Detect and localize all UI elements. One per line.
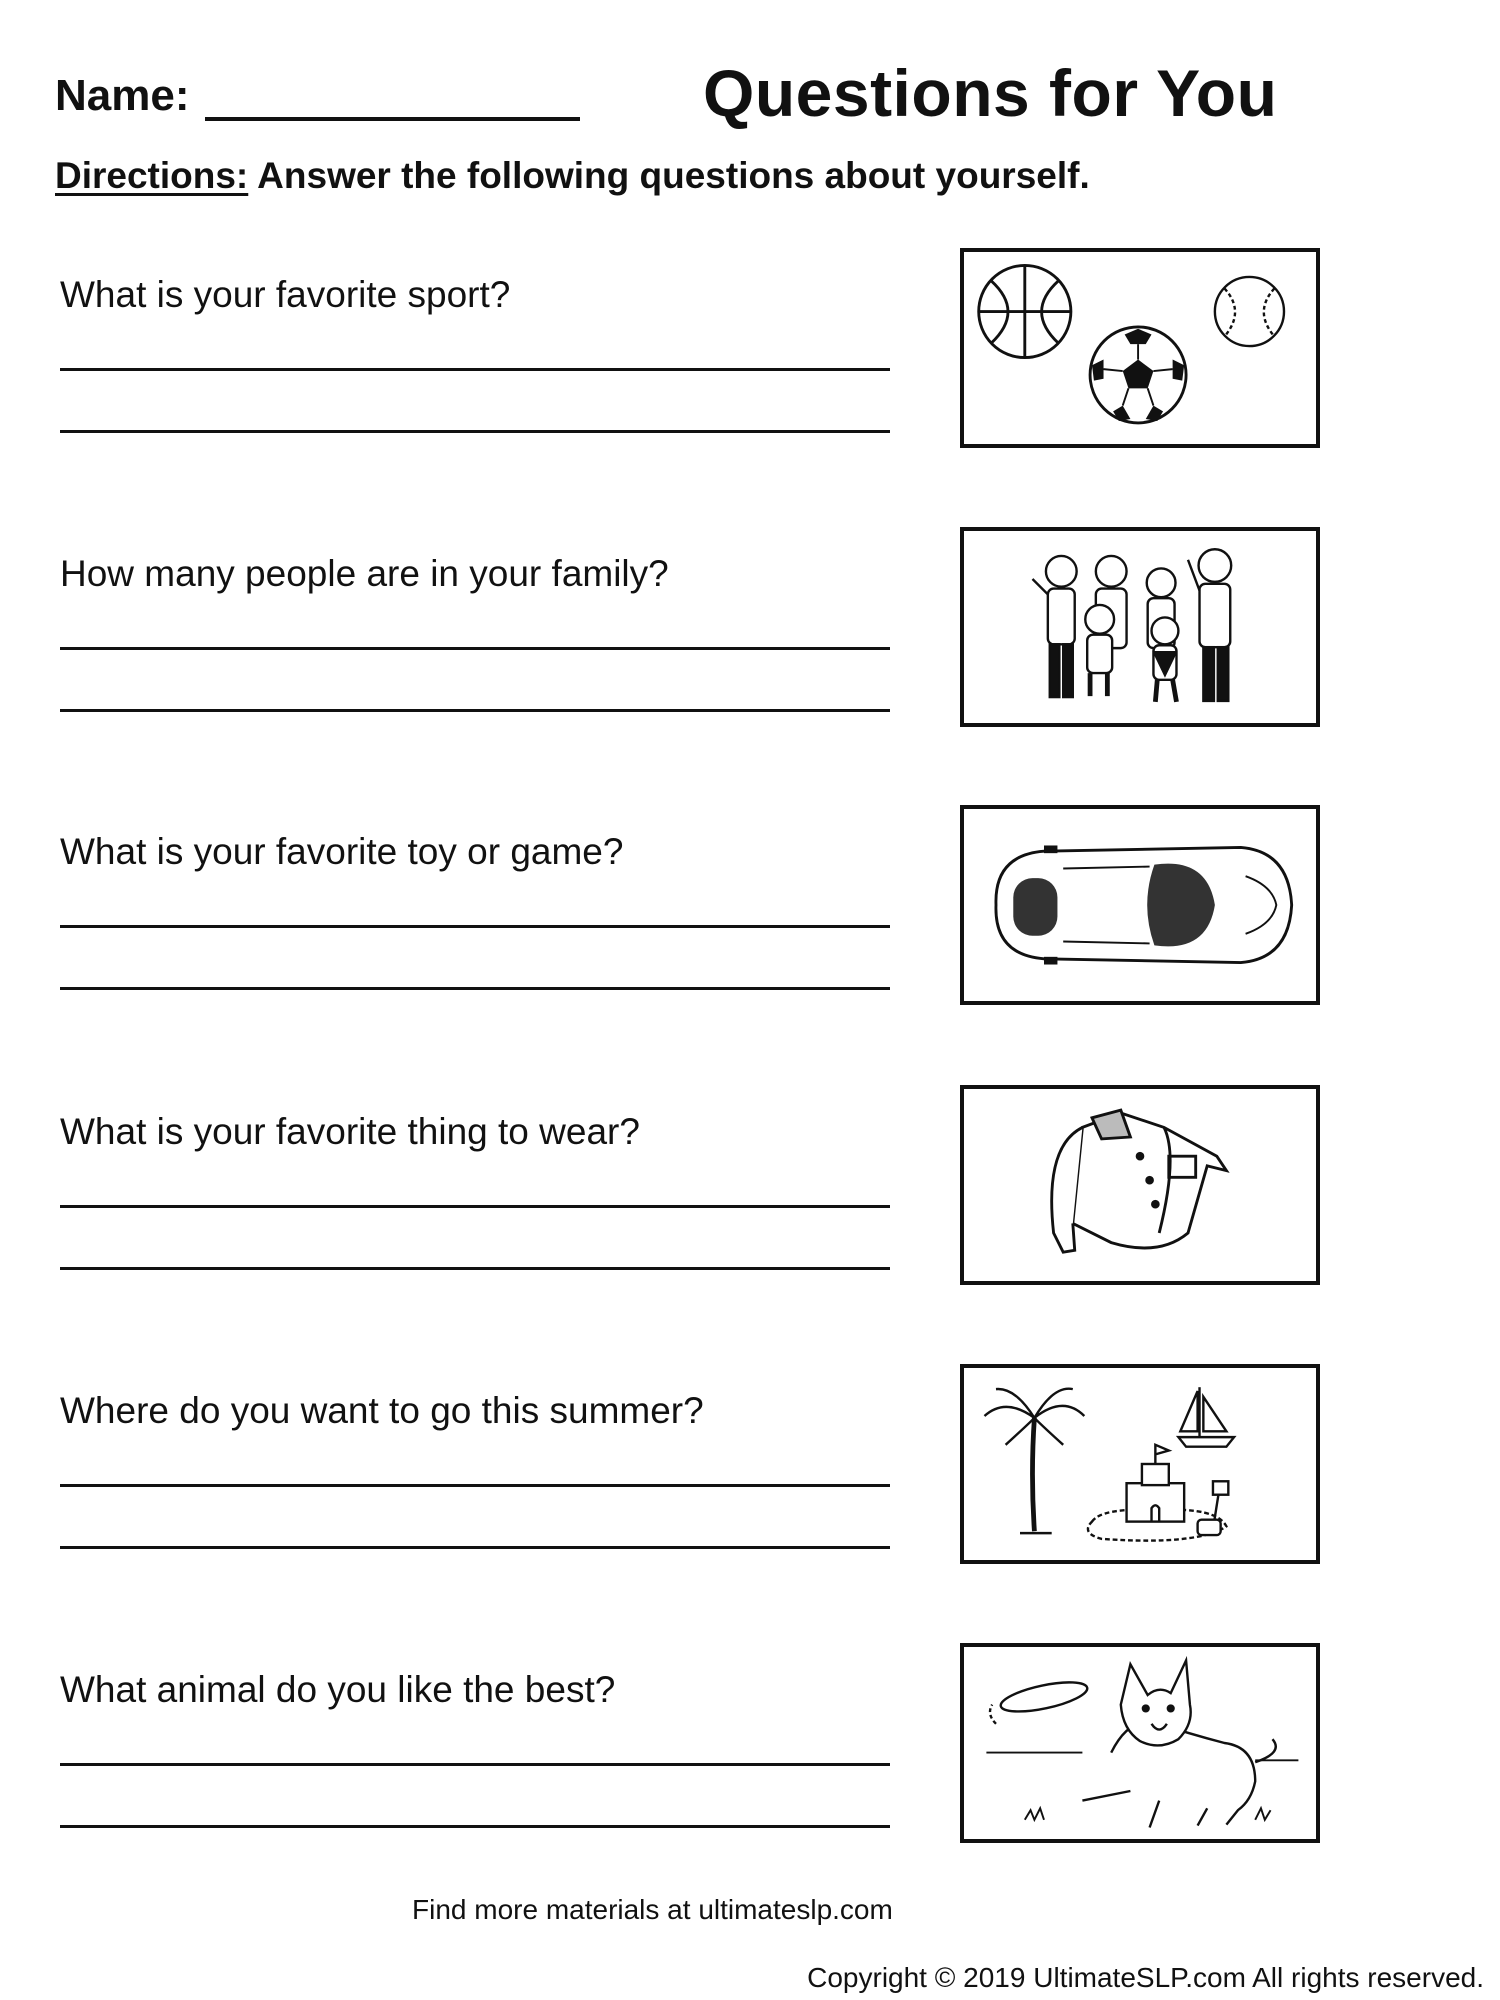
beach-picture bbox=[960, 1364, 1320, 1564]
page-title: Questions for You bbox=[703, 56, 1278, 130]
question-row-2 bbox=[0, 527, 1500, 737]
answer-line-2[interactable] bbox=[60, 1546, 890, 1549]
question-row-3 bbox=[0, 805, 1500, 1015]
header bbox=[55, 55, 1455, 135]
question-row-1 bbox=[0, 248, 1500, 458]
balls-picture bbox=[960, 248, 1320, 448]
question-text: What is your favorite toy or game? bbox=[60, 831, 624, 872]
directions-label: Directions: bbox=[55, 155, 249, 196]
answer-line-1[interactable] bbox=[60, 647, 890, 650]
copyright-text: Copyright © 2019 UltimateSLP.com All rights reserved. bbox=[807, 1962, 1484, 1993]
frisbee-icon bbox=[990, 1676, 1090, 1723]
answer-line-1[interactable] bbox=[60, 925, 890, 928]
shovel-icon bbox=[1198, 1481, 1229, 1535]
answer-line-1[interactable] bbox=[60, 368, 890, 371]
car-icon bbox=[996, 845, 1292, 964]
more-materials-text: Find more materials at ultimateslp.com bbox=[412, 1894, 893, 1925]
question-text: Where do you want to go this summer? bbox=[60, 1390, 704, 1431]
directions-text: Answer the following questions about yourself. bbox=[248, 155, 1090, 196]
answer-line-2[interactable] bbox=[60, 709, 890, 712]
answer-line-2[interactable] bbox=[60, 430, 890, 433]
answer-line-2[interactable] bbox=[60, 1267, 890, 1270]
answer-line-1[interactable] bbox=[60, 1763, 890, 1766]
answer-line-2[interactable] bbox=[60, 1825, 890, 1828]
question-text: How many people are in your family? bbox=[60, 553, 669, 594]
family-picture bbox=[960, 527, 1320, 727]
directions bbox=[55, 155, 1090, 197]
answer-line-1[interactable] bbox=[60, 1484, 890, 1487]
sailboat-icon bbox=[1178, 1387, 1234, 1447]
answer-line-2[interactable] bbox=[60, 987, 890, 990]
soccer-ball-icon bbox=[1090, 327, 1186, 423]
name-label: Name: bbox=[55, 71, 190, 120]
question-text: What is your favorite thing to wear? bbox=[60, 1111, 640, 1152]
shirt-icon bbox=[1052, 1110, 1227, 1252]
baseball-icon bbox=[1215, 277, 1284, 346]
dog-icon bbox=[1082, 1660, 1275, 1827]
shirt-picture bbox=[960, 1085, 1320, 1285]
question-text: What is your favorite sport? bbox=[60, 274, 511, 315]
question-row-5 bbox=[0, 1364, 1500, 1574]
palm-tree-icon bbox=[984, 1389, 1084, 1533]
question-row-6 bbox=[0, 1643, 1500, 1853]
name-field-line[interactable] bbox=[205, 117, 580, 121]
question-text: What animal do you like the best? bbox=[60, 1669, 616, 1710]
basketball-icon bbox=[979, 265, 1071, 357]
dog-picture bbox=[960, 1643, 1320, 1843]
question-row-4 bbox=[0, 1085, 1500, 1295]
answer-line-1[interactable] bbox=[60, 1205, 890, 1208]
family-people-icon bbox=[1032, 549, 1231, 702]
toy-car-picture bbox=[960, 805, 1320, 1005]
